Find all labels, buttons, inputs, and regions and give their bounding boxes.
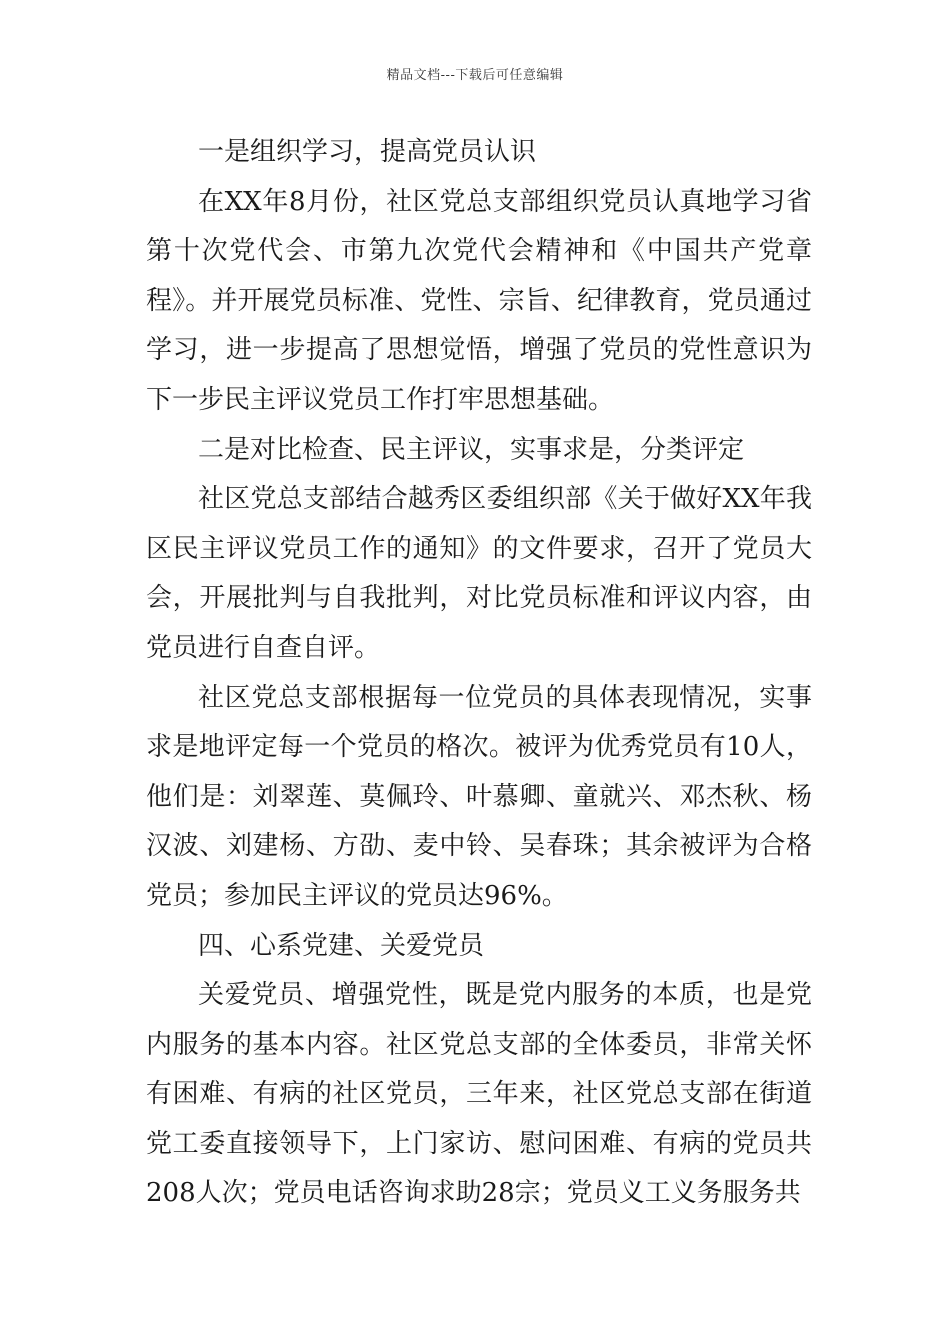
section-heading-1: 一是组织学习，提高党员认识 [198,137,537,167]
section-heading-2: 二是对比检查、民主评议，实事求是，分类评定 [198,434,745,465]
page-header: 精品文档---下载后可任意编辑 [386,68,564,83]
paragraph-4: 关爱党员、增强党性，既是党内服务的本质，也是党内服务的基本内容。社区党总支部的全体委员，非常关怀有困难、有病的社区党员，三年来，社区党总支部在街道党工委直接领导下，上门家访、慰问困难、有病的党员共208人次；党员电话咨询求助28宗；党员义工义务服务共 [146,980,812,1209]
paragraph-3: 社区党总支部根据每一位党员的具体表现情况，实事求是地评定每一个党员的格次。被评为优秀党员有10人，他们是：刘翠莲、莫佩玲、叶慕卿、童就兴、邓杰秋、杨汉波、刘建杨、方劭、麦中铃、吴春珠；其余被评为合格党员；参加民主评议的党员达96%。 [146,682,812,911]
section-heading-3: 四、心系党建、关爱党员 [198,930,485,961]
paragraph-2: 社区党总支部结合越秀区委组织部《关于做好XX年我区民主评议党员工作的通知》的文件要求，召开了党员大会，开展批判与自我批判，对比党员标准和评议内容，由党员进行自查自评。 [146,484,812,663]
paragraph-1: 在XX年8月份，社区党总支部组织党员认真地学习省第十次党代会、市第九次党代会精神和《中国共产党章程》。并开展党员标准、党性、宗旨、纪律教育，党员通过学习，进一步提高了思想觉悟，增强了党员的党性意识为下一步民主评议党员工作打牢思想基础。 [146,186,812,415]
document-body [146,128,812,1219]
